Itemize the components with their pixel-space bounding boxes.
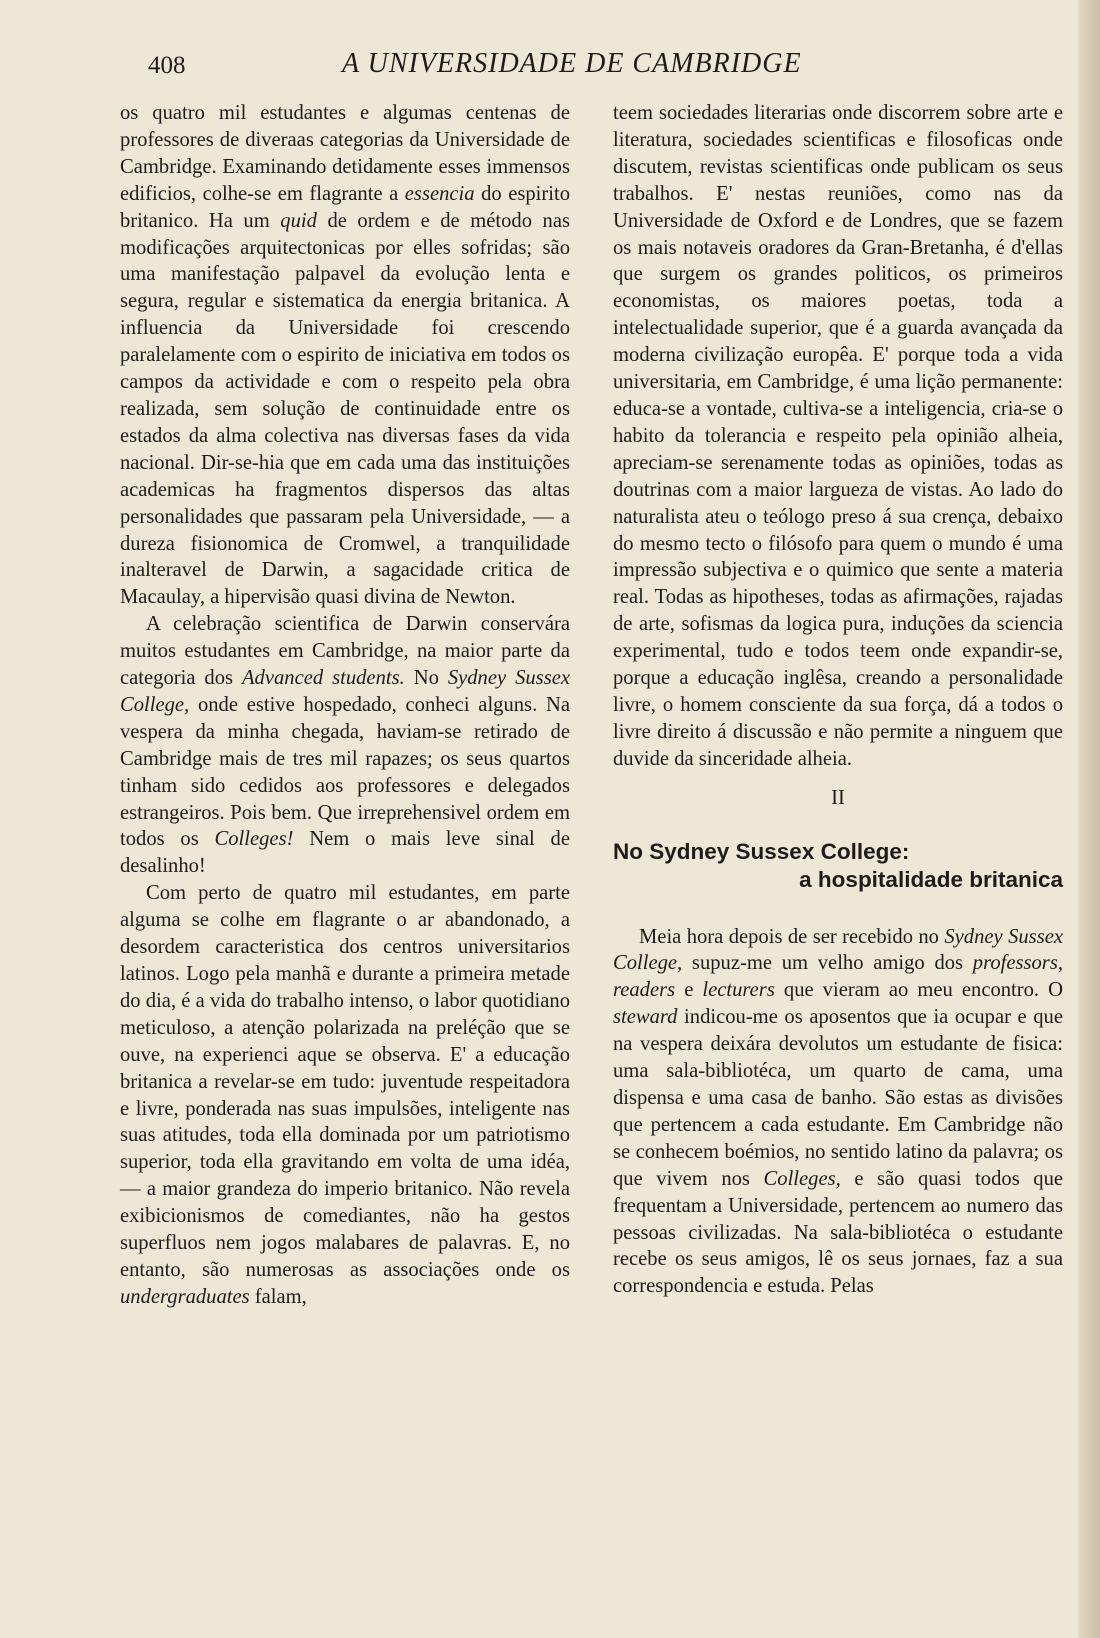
italic-run: essencia (404, 182, 475, 205)
right-paragraph-2 (613, 924, 1063, 1301)
text-run: e são quasi todos que frequentam a Universidade, pertencem ao numero das pessoas civilizadas. Na sala-bibliotéca o estudante recebe os seus amigos, lê os seus jornaes, faz a sua correspondencia e estuda. Pelas (613, 1167, 1064, 1298)
text-run: onde estive hospedado, conheci alguns. Na vespera da minha chegada, haviam-se retirado de Cambridge mais de tres mil rapazes; os seus quartos tinham sido cedidos aos professores e delegados estrangeiros. Pois bem. Que irreprehensivel ordem em todos os (120, 693, 570, 851)
text-run: que vieram ao meu encontro. O (774, 979, 1063, 1002)
left-paragraph-1 (120, 100, 570, 611)
section-heading-line-2: a hospitalidade britanica (799, 866, 1063, 892)
text-run: indicou-me os aposentos que ia ocupar e que na vespera deixára devolutos um estudante de fisica: uma sala-bibliotéca, um quarto de cama, uma dispensa e uma casa de banho. São estas as divisões que pertencem a cada estudante. Em Cambridge não se conhecem boémios, no sentido latino da palavra; os que vivem nos (613, 1006, 1063, 1190)
page-number: 408 (148, 52, 186, 79)
text-run: de ordem e de método nas modificações arquitectonicas por elles sofridas; são uma manifestação palpavel da evolução lenta e segura, regular e sistematica da energia britanica. A influencia da Universidade foi crescendo paralelamente com o espirito de iniciativa em todos os campos da actividade e com o respeito pela obra realizada, sem solução de continuidade entre os estados da alma colectiva nas diversas fases da vida nacional. Dir-se-hia que em cada uma das instituições academicas ha fragmentos dispersos das altas personalidades que passaram pela Universidade, — a dureza fisionomica de Cromwel, a tranquilidade inalteravel de Darwin, a sagacidade critica de Macaulay, a hipervisão quasi divina de Newton. (120, 209, 570, 609)
text-run: do espirito britanico. Ha um (120, 182, 570, 232)
italic-run: Colleges, (763, 1167, 841, 1190)
text-run: No (404, 667, 448, 690)
text-run: Nem o mais leve sinal de desalinho! (120, 828, 570, 878)
running-title: A UNIVERSIDADE DE CAMBRIDGE (342, 48, 802, 79)
italic-run: Sydney Sussex College, (120, 667, 570, 716)
section-numeral: II (831, 786, 845, 809)
text-run: supuz-me um velho amigo dos (682, 952, 973, 975)
left-paragraph-3 (120, 880, 570, 1311)
italic-run: Sydney Sussex College, (613, 925, 1063, 975)
text-run: A celebração scientifica de Darwin conservára muitos estudantes em Cambridge, na maior parte da categoria dos (120, 613, 570, 690)
italic-run: professors, readers (613, 952, 1063, 1002)
left-column (120, 100, 570, 1311)
text-run: Meia hora depois de ser recebido no (639, 925, 945, 948)
italic-run: lecturers (702, 979, 775, 1002)
italic-run: undergraduates (120, 1285, 250, 1308)
page-edge-shadow (1078, 0, 1100, 1638)
italic-run: quid (280, 209, 317, 232)
text-run: Com perto de quatro mil estudantes, em parte alguma se colhe em flagrante o ar abandonado, a desordem caracteristica dos centros universitarios latinos. Logo pela manhã e durante a primeira metade do dia, é a vida do trabalho intenso, o labor quotidiano meticuloso, a atenção polarizada na preléção que se ouve, na experienci aque se observa. E' a educação britanica a revelar-se em tudo: juventude respeitadora e livre, ponderada nas suas impulsões, inteligente nas suas atitudes, toda ella dominada por um patriotismo superior, toda ella gravitando em volta de uma idéa, — a maior grandeza do imperio britanico. Não revela exibicionismos de comediantes, não ha gestos superfluos nem jogos malabares de palavras. E, no entanto, são numerosas as associações onde os (120, 882, 570, 1281)
right-column (613, 100, 1063, 1300)
section-heading-line-1: No Sydney Sussex College: (613, 838, 910, 864)
right-paragraph-1: teem sociedades literarias onde discorrem sobre arte e literatura, sociedades scientificas e filosoficas onde discutem, revistas scientificas onde publicam os seus trabalhos. E' nestas reuniões, como nas da Universidade de Oxford e de Londres, que se fazem os mais notaveis oradores da Gran-Bretanha, é d'ellas que surgem os grandes politicos, os primeiros economistas, os maiores poetas, toda a intelectualidade superior, que é a guarda avançada da moderna civilização europêa. E' porque toda a vida universitaria, em Cambridge, é uma lição permanente: educa-se a vontade, cultiva-se a inteligencia, cria-se o habito da tolerancia e respeito pela opinião alheia, apreciam-se serenamente todas as opiniões, todas as doutrinas com a maior largueza de vistas. Ao lado do naturalista ateu o teólogo preso á sua crença, debaixo do mesmo tecto o filósofo para quem o mundo é uma impressão subjectiva e o quimico que sente a materia real. Todas as hipotheses, todas as afirmações, rajadas de arte, sofismas da logica pura, induções da sciencia experimental, tudo e todos teem onde expandir-se, porque a educação inglêsa, creando a personalidade livre, o homem consciente da sua força, dá a todos o livre direito á discussão e não permite a ninguem que duvide da sinceridade alheia. (613, 102, 1063, 770)
text-run: os quatro mil estudantes e algumas centenas de professores de diveraas categorias da Universidade de Cambridge. Examinando detidamente esses immensos edificios, colhe-se em flagrante a (120, 102, 570, 205)
text-run: e (675, 979, 703, 1002)
italic-run: steward (613, 1006, 678, 1029)
section-heading (613, 838, 1063, 894)
left-paragraph-2 (120, 611, 570, 880)
italic-run: Colleges! (214, 828, 294, 851)
running-head (120, 44, 860, 88)
text-run: falam, (249, 1285, 307, 1308)
italic-run: Advanced students. (241, 667, 405, 690)
